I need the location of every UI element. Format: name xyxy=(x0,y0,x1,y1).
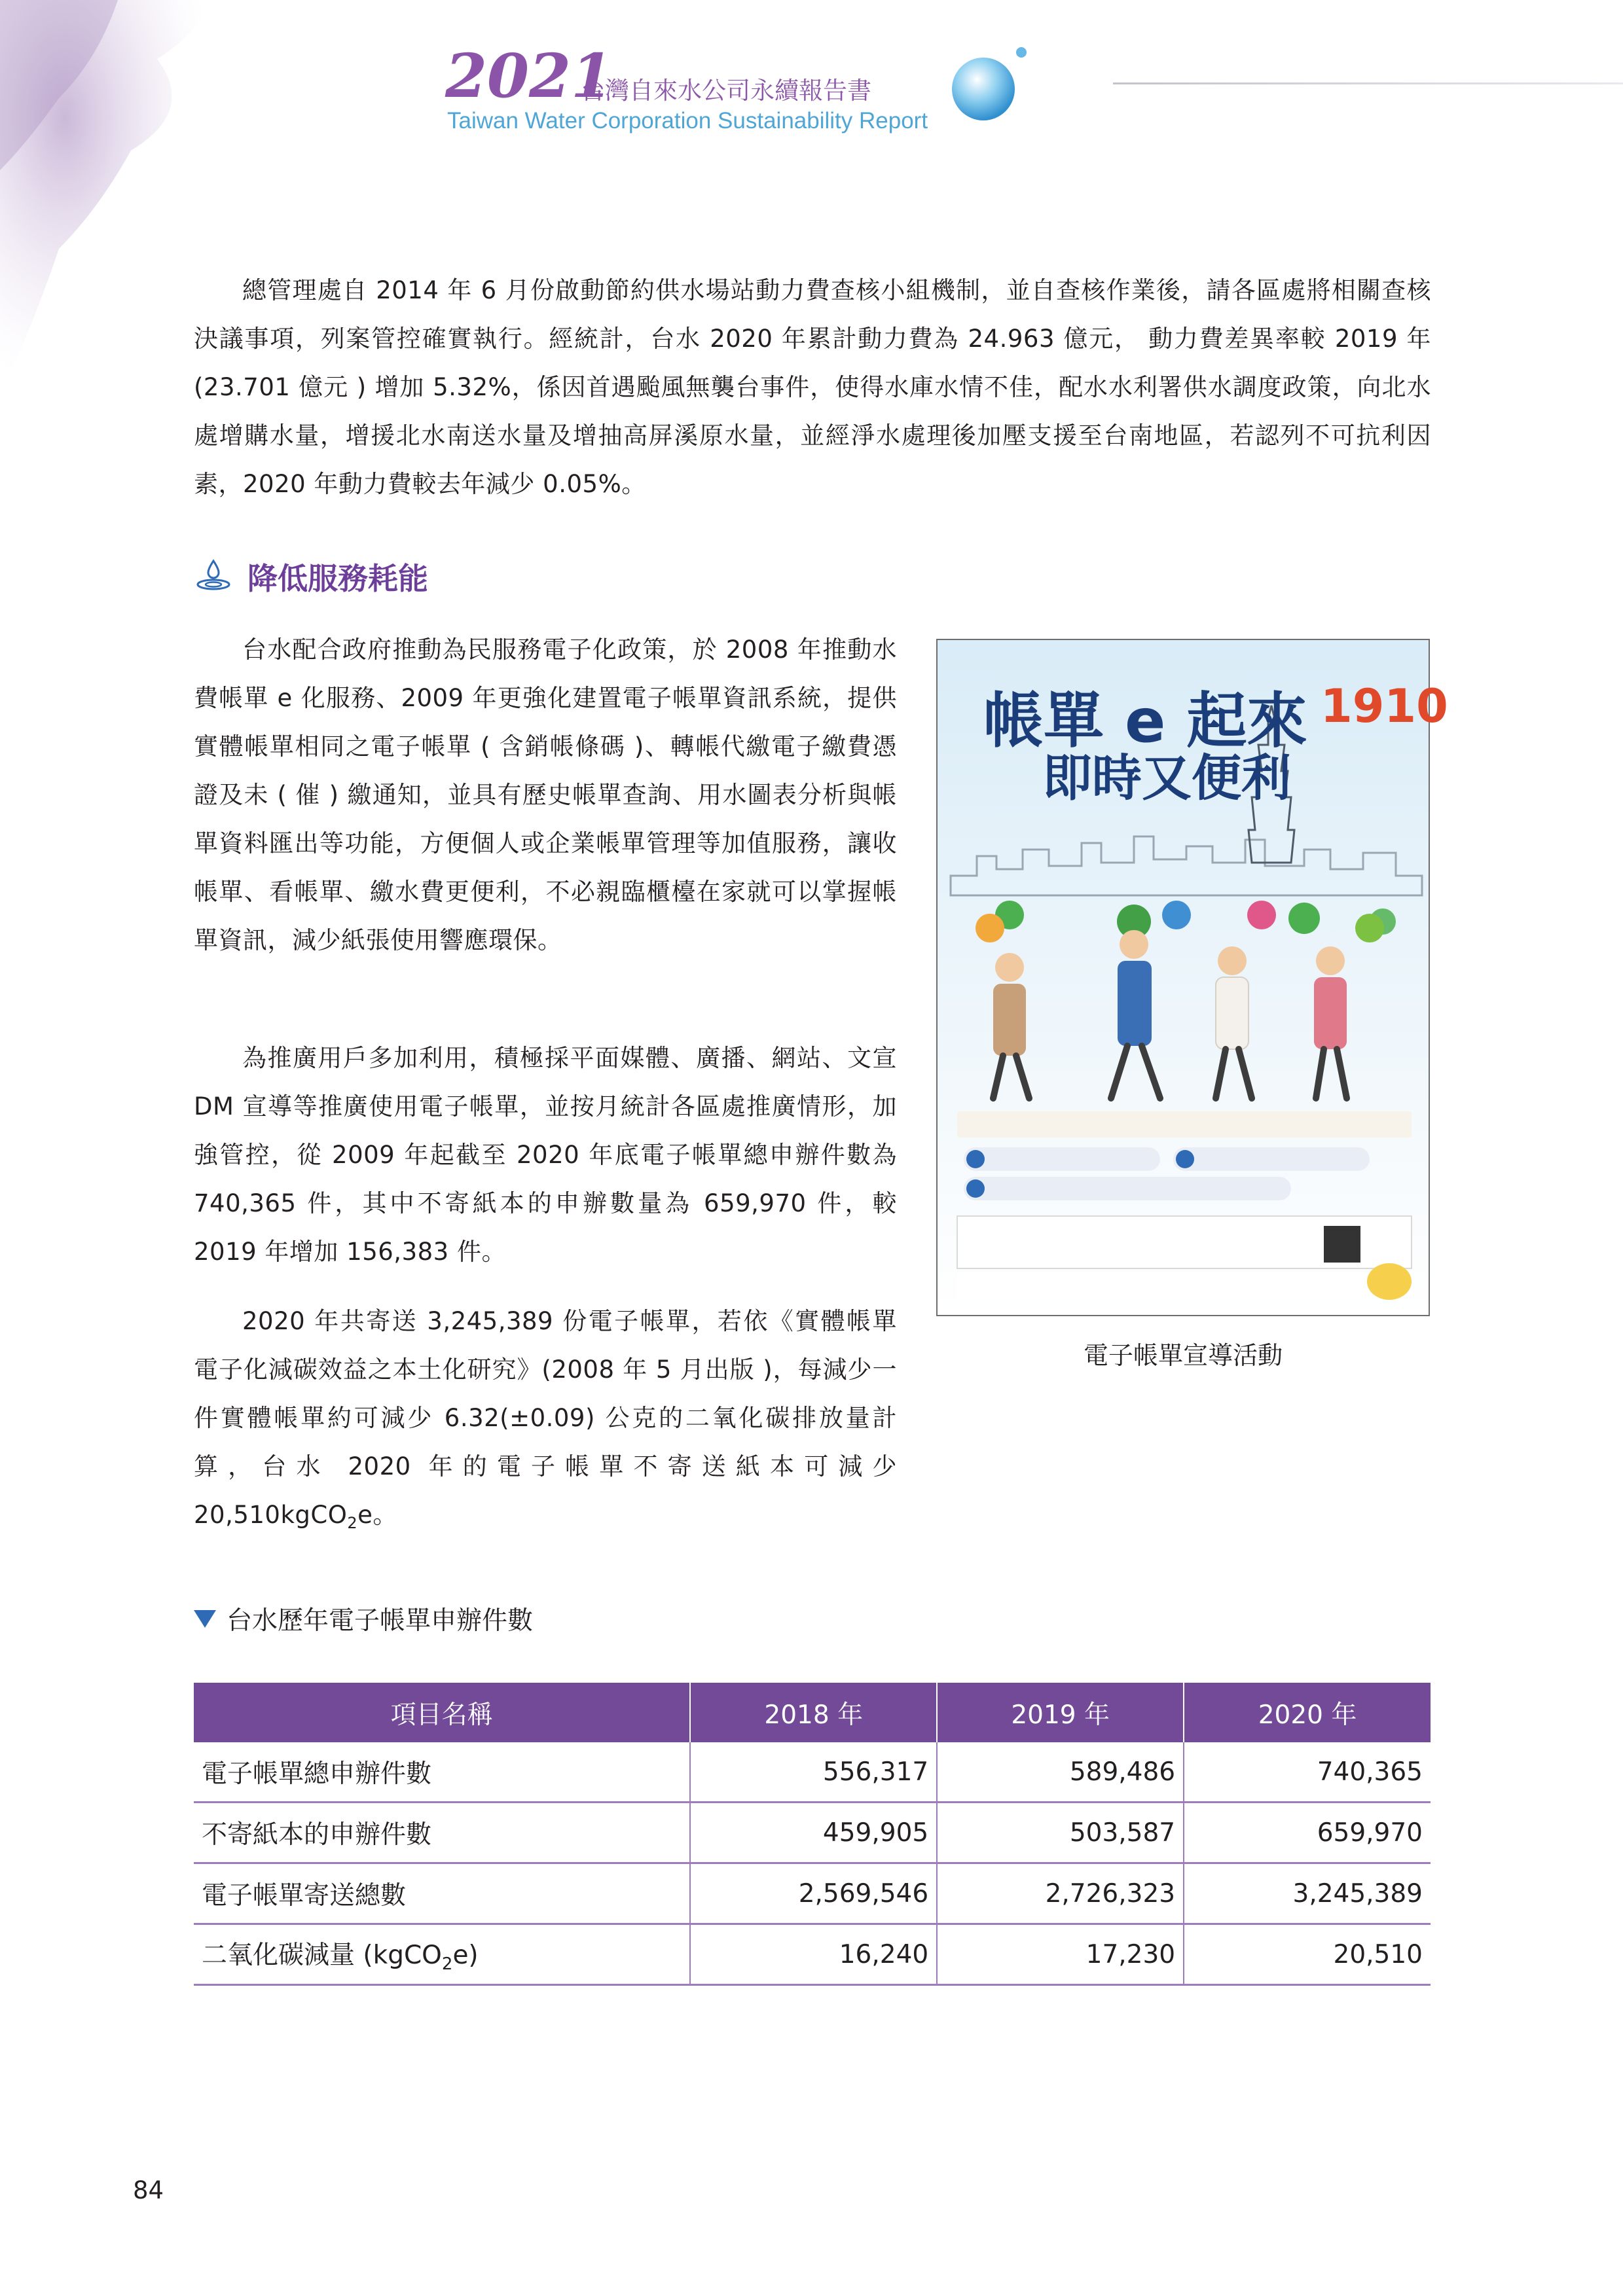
e-bill-applications-table xyxy=(194,1683,1431,1986)
cell-2018: 556,317 xyxy=(690,1742,937,1803)
cell-2020: 20,510 xyxy=(1184,1924,1431,1985)
cell-2019: 2,726,323 xyxy=(937,1863,1184,1924)
section-heading xyxy=(194,554,428,600)
poster-service-number: 1910 xyxy=(1321,679,1448,733)
section-paragraph-1: 台水配合政府推動為民服務電子化政策，於 2008 年推動水費帳單 e 化服務、2009 年更強化建置電子帳單資訊系統，提供實體帳單相同之電子帳單 ( 含銷帳條碼 )、轉帳代繳電子繳費憑證及未 ( 催 ) 繳通知，並具有歷史帳單查詢、用水圖表分析與帳單資料匯出等功能，方便個人或企業帳單管理等加值服務，讓收帳單、看帳單、繳水費更便利，不必親臨櫃檯在家就可以掌握帳單資訊，減少紙張使用響應環保。 xyxy=(194,636,897,954)
cell-2018: 459,905 xyxy=(690,1803,937,1863)
intro-paragraph: 總管理處自 2014 年 6 月份啟動節約供水場站動力費查核小組機制，並自查核作業後，請各區處將相關查核決議事項，列案管控確實執行。經統計，台水 2020 年累計動力費為 24.963 億元， 動力費差異率較 2019 年 (23.701 億元 ) 增加 5.32%，係因首遇颱風無襲台事件，使得水庫水情不佳，配水水利署供水調度政策，向北水處增購水量，增援北水南送水量及增抽高屏溪原水量，並經淨水處理後加壓支援至台南地區，若認列不可抗利因素，2020 年動力費較去年減少 0.05%。 xyxy=(194,276,1431,498)
header-2018: 2018 年 xyxy=(690,1683,937,1742)
table-title xyxy=(194,1600,533,1637)
section-title: 降低服務耗能 xyxy=(247,561,428,596)
poster-caption: 電子帳單宣導活動 xyxy=(1083,1341,1283,1370)
table-row xyxy=(194,1863,1431,1924)
subscript-2: 2 xyxy=(441,1954,453,1974)
cell-2018: 16,240 xyxy=(690,1924,937,1985)
row-label-end: e) xyxy=(452,1941,479,1970)
cell-2019: 503,587 xyxy=(937,1803,1184,1863)
row-label: 電子帳單寄送總數 xyxy=(194,1863,690,1924)
cell-2020: 740,365 xyxy=(1184,1742,1431,1803)
water-drop-icon xyxy=(943,46,1034,124)
row-label: 電子帳單總申辦件數 xyxy=(194,1742,690,1803)
row-label xyxy=(194,1924,690,1985)
report-year: 2021 xyxy=(445,41,613,111)
water-drop-icon xyxy=(194,557,233,596)
cell-2019: 17,230 xyxy=(937,1924,1184,1985)
header-2019: 2019 年 xyxy=(937,1683,1184,1742)
page-number: 84 xyxy=(133,2176,164,2204)
report-title-zh: 台灣自來水公司永續報告書 xyxy=(581,77,871,105)
triangle-bullet-icon xyxy=(194,1610,216,1628)
cell-2019: 589,486 xyxy=(937,1742,1184,1803)
poster-headline: 帳單 e 起來 xyxy=(983,686,1307,756)
header-item-name: 項目名稱 xyxy=(194,1683,690,1742)
section-paragraph-3 xyxy=(194,1297,897,1547)
paragraph-3-end: e。 xyxy=(357,1501,397,1529)
table-row xyxy=(194,1742,1431,1803)
row-label-text: 二氧化碳減量 (kgCO xyxy=(202,1941,442,1970)
header-2020: 2020 年 xyxy=(1184,1683,1431,1742)
section-paragraph-2: 為推廣用戶多加利用，積極採平面媒體、廣播、網站、文宣 DM 宣導等推廣使用電子帳單，並按月統計各區處推廣情形，加強管控，從 2009 年起截至 2020 年底電子帳單總申辦件數為 740,365 件，其中不寄紙本的申辦數量為 659,970 件，較 2019 年增加 156,383 件。 xyxy=(194,1044,897,1266)
table-title-text: 台水歷年電子帳單申辦件數 xyxy=(227,1606,534,1636)
subscript-2: 2 xyxy=(347,1514,358,1532)
table-header-row xyxy=(194,1683,1431,1742)
table-row xyxy=(194,1924,1431,1985)
header-divider xyxy=(1113,82,1623,84)
row-label: 不寄紙本的申辦件數 xyxy=(194,1803,690,1863)
e-bill-poster xyxy=(936,639,1448,1316)
report-title-en: Taiwan Water Corporation Sustainability Report xyxy=(447,108,928,134)
cell-2020: 659,970 xyxy=(1184,1803,1431,1863)
cell-2020: 3,245,389 xyxy=(1184,1863,1431,1924)
paragraph-3-text: 2020 年共寄送 3,245,389 份電子帳單，若依《實體帳單電子化減碳效益之本土化研究》(2008 年 5 月出版 )，每減少一件實體帳單約可減少 6.32(±0.09) 公克的二氧化碳排放量計算，台水 2020 年的電子帳單不寄送紙本可減少 20,510kgCO xyxy=(194,1307,897,1529)
table-row xyxy=(194,1803,1431,1863)
poster-subheadline: 即時又便利 xyxy=(1042,749,1291,807)
cell-2018: 2,569,546 xyxy=(690,1863,937,1924)
